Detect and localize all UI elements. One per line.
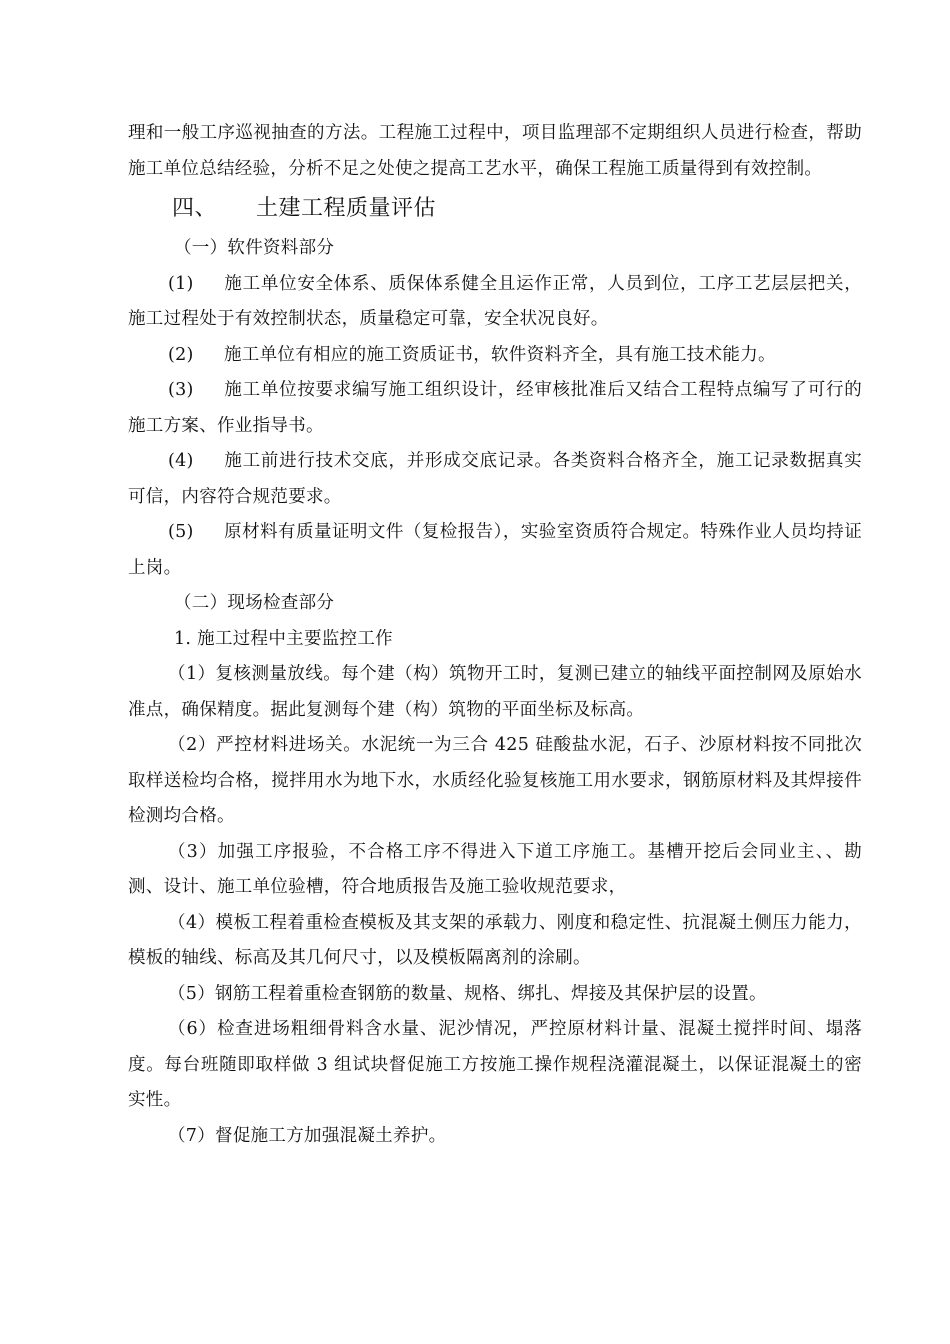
section-title: 土建工程质量评估 [256, 196, 437, 221]
part2-item-5: （5）钢筋工程着重检查钢筋的数量、规格、绑扎、焊接及其保护层的设置。 [168, 983, 767, 1004]
part1-item-2 [128, 338, 862, 374]
section-heading [128, 191, 862, 227]
part2-label: （二）现场检查部分 [174, 593, 335, 613]
item-number: (1) [168, 273, 194, 294]
document-page [128, 116, 862, 1154]
item-text: 施工单位有相应的施工资质证书，软件资料齐全，具有施工技术能力。 [224, 344, 776, 365]
section-number: 四、 [172, 196, 218, 221]
item-text: 施工单位按要求编写施工组织设计，经审核批准后又结合工程特点编写了可行的施工方案、作业指导书。 [128, 380, 862, 436]
part1-item-5 [128, 515, 862, 586]
part2-item-3: （3）加强工序报验，不合格工序不得进入下道工序施工。基槽开挖后会同业主、、勘测、设计、施工单位验槽，符合地质报告及施工验收规范要求， [128, 841, 862, 897]
part1-item-3 [128, 373, 862, 444]
part1-item-1 [128, 267, 862, 338]
part2-item-2: （2）严控材料进场关。水泥统一为三合 425 硅酸盐水泥，石子、沙原材料按不同批次取样送检均合格，搅拌用水为地下水，水质经化验复核施工用水要求，钢筋原材料及其焊接件检测均合格。 [128, 735, 862, 826]
part2-item-6: （6）检查进场粗细骨料含水量、泥沙情况，严控原材料计量、混凝土搅拌时间、塌落度。每台班随即取样做 3 组试块督促施工方按施工操作规程浇灌混凝土，以保证混凝土的密实性。 [128, 1019, 862, 1110]
item-number: (4) [168, 451, 194, 471]
item-number: (3) [168, 380, 194, 400]
intro-paragraph: 理和一般工序巡视抽查的方法。工程施工过程中，项目监理部不定期组织人员进行检查，帮助施工单位总结经验，分析不足之处使之提高工艺水平，确保工程施工质量得到有效控制。 [128, 123, 862, 179]
item-text: 原材料有质量证明文件（复检报告），实验室资质符合规定。特殊作业人员均持证上岗。 [128, 522, 862, 578]
item-number: (2) [168, 344, 194, 365]
part1-label: （一）软件资料部分 [174, 238, 335, 258]
item-text: 施工前进行技术交底，并形成交底记录。各类资料合格齐全，施工记录数据真实可信，内容符合规范要求。 [128, 451, 862, 507]
part2-item-1: （1）复核测量放线。每个建（构）筑物开工时，复测已建立的轴线平面控制网及原始水准点，确保精度。据此复测每个建（构）筑物的平面坐标及标高。 [128, 664, 862, 720]
item-text: 施工单位安全体系、质保体系健全且运作正常，人员到位，工序工艺层层把关，施工过程处于有效控制状态，质量稳定可靠，安全状况良好。 [128, 273, 862, 329]
part2-subheading: 1. 施工过程中主要监控工作 [174, 628, 393, 649]
item-number: (5) [168, 522, 194, 542]
part1-item-4 [128, 444, 862, 515]
part2-item-4: （4）模板工程着重检查模板及其支架的承载力、刚度和稳定性、抗混凝土侧压力能力，模板的轴线、标高及其几何尺寸，以及模板隔离剂的涂刷。 [128, 912, 862, 968]
part2-item-7: （7）督促施工方加强混凝土养护。 [168, 1125, 447, 1146]
